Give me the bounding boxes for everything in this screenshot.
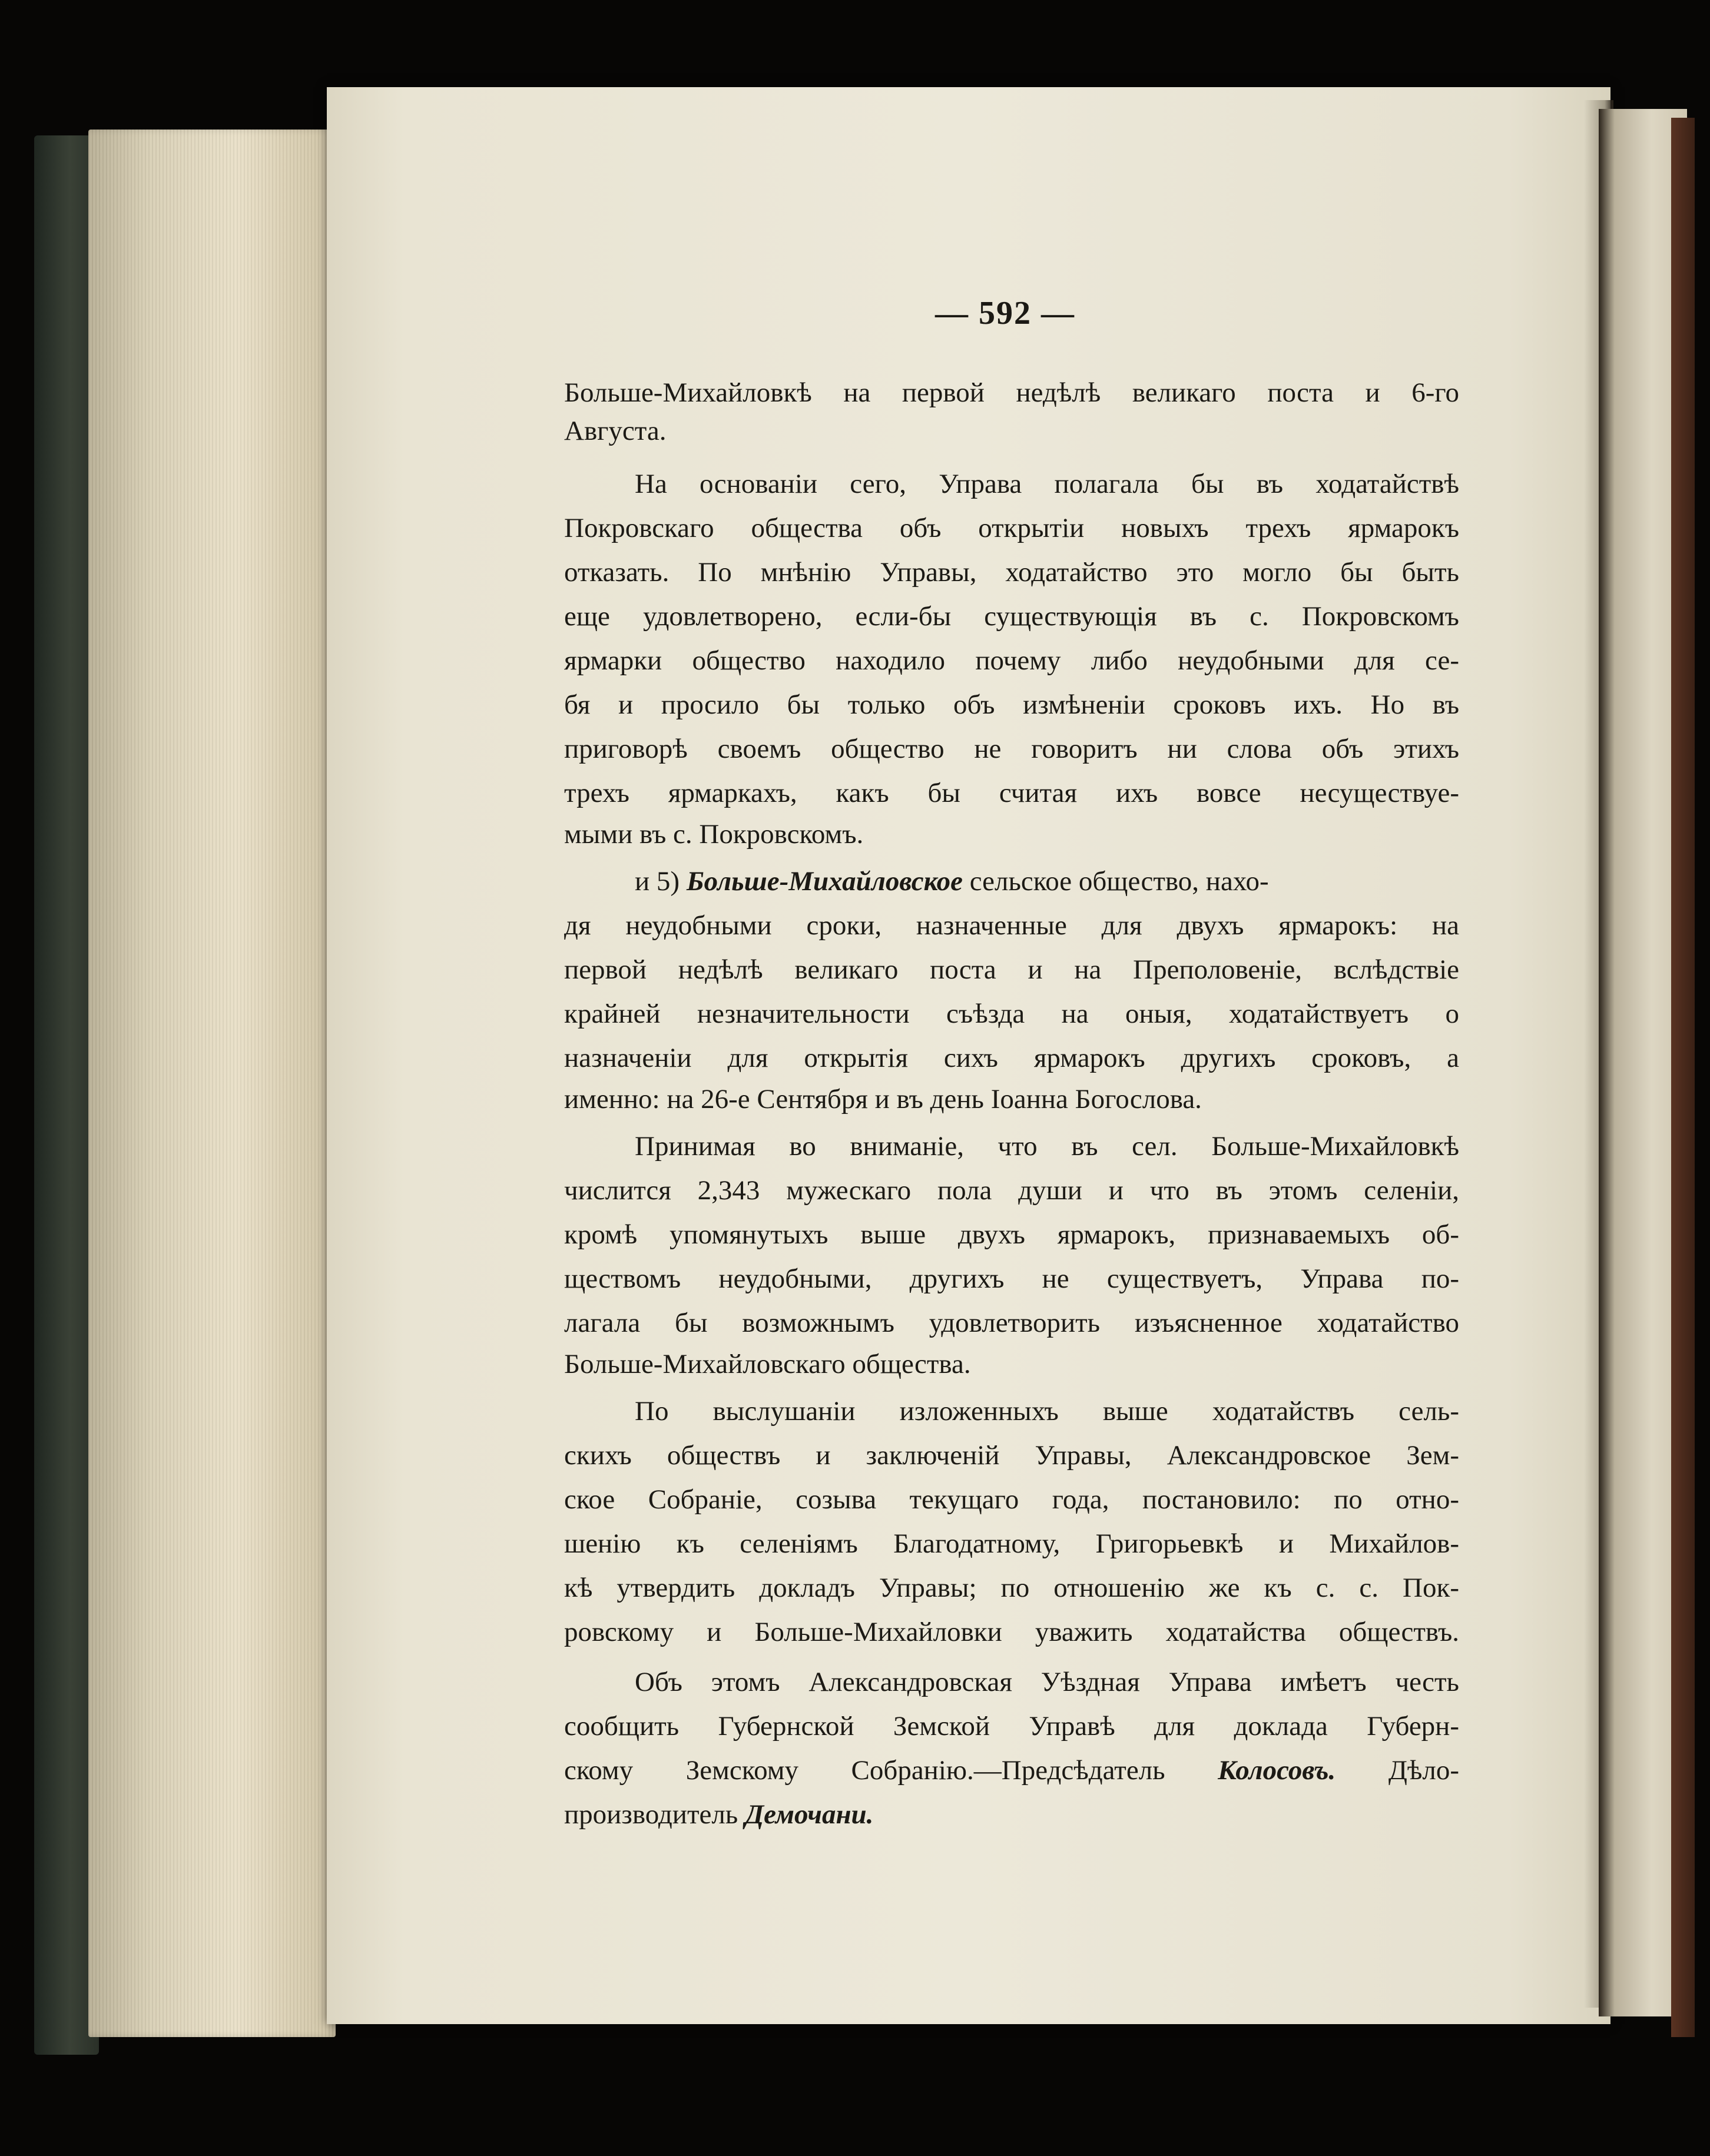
text-line: числится 2,343 мужескаго пола души и что въ этомъ селеніи, <box>564 1175 1459 1206</box>
text-line: назначеніи для открытія сихъ ярмарокъ другихъ сроковъ, а <box>564 1043 1459 1073</box>
text-line: бя и просило бы только объ измѣненіи сроковъ ихъ. Но въ <box>564 689 1459 720</box>
text-line: ществомъ неудобными, другихъ не существуетъ, Управа по- <box>564 1263 1459 1294</box>
society-name: Больше-Михайловское <box>686 866 963 897</box>
text-line: Принимая во вниманіе, что въ сел. Больше-Михайловкѣ <box>635 1131 1459 1162</box>
clerk-name: Демочани. <box>745 1799 874 1830</box>
text-line: кромѣ упомянутыхъ выше двухъ ярмарокъ, признаваемыхъ об- <box>564 1219 1459 1250</box>
text-span: сельское общество, нахо- <box>962 866 1269 897</box>
text-line: ровскому и Больше-Михайловки уважить ходатайства обществъ. <box>564 1617 1459 1647</box>
text-line: мыми въ с. Покровскомъ. <box>564 819 864 850</box>
text-line: Объ этомъ Александровская Уѣздная Управа имѣетъ честь <box>635 1667 1459 1697</box>
text-line: скихъ обществъ и заключеній Управы, Александровское Зем- <box>564 1440 1459 1471</box>
text-line: кѣ утвердить докладъ Управы; по отношенію же къ с. с. Пок- <box>564 1573 1459 1603</box>
text-line: трехъ ярмаркахъ, какъ бы считая ихъ вовсе несуществуе- <box>564 778 1459 808</box>
page-number: — 592 — <box>935 295 1075 331</box>
chairman-name: Колосовъ. <box>1218 1755 1336 1786</box>
text-line: ское Собраніе, созыва текущаго года, постановило: по отно- <box>564 1484 1459 1515</box>
text-line: крайней незначительности съѣзда на оныя, ходатайствуетъ о <box>564 999 1459 1029</box>
list-marker: и 5) <box>635 866 687 897</box>
text-line <box>564 1799 1459 1830</box>
text-line: Покровскаго общества объ открытіи новыхъ трехъ ярмарокъ <box>564 513 1459 543</box>
text-line: На основаніи сего, Управа полагала бы въ ходатайствѣ <box>635 469 1459 499</box>
page-edges-stack <box>88 130 336 2037</box>
text-span: производитель <box>564 1799 745 1830</box>
text-line: приговорѣ своемъ общество не говоритъ ни слова объ этихъ <box>564 734 1459 764</box>
text-line: По выслушаніи изложенныхъ выше ходатайствъ сель- <box>635 1396 1459 1427</box>
text-line <box>564 865 1459 897</box>
text-line: Больше-Михайловскаго общества. <box>564 1349 971 1379</box>
text-line: ярмарки общество находило почему либо неудобными для се- <box>564 645 1459 676</box>
text-span: Дѣло- <box>1335 1755 1460 1786</box>
text-line: отказать. По мнѣнію Управы, ходатайство это могло бы быть <box>564 557 1459 588</box>
text-line: Августа. <box>564 416 667 446</box>
text-span: скому Земскому Собранію.—Предсѣдатель <box>564 1755 1218 1786</box>
text-line: лагала бы возможнымъ удовлетворить изъясненное ходатайство <box>564 1308 1459 1338</box>
text-line: первой недѣлѣ великаго поста и на Преполовеніе, вслѣдствіе <box>564 954 1459 985</box>
text-line <box>564 1754 1459 1786</box>
text-line: Больше-Михайловкѣ на первой недѣлѣ великаго поста и 6-го <box>564 377 1459 408</box>
text-line: дя неудобными сроки, назначенные для двухъ ярмарокъ: на <box>564 910 1459 941</box>
text-line: еще удовлетворено, если-бы существующія въ с. Покровскомъ <box>564 601 1459 632</box>
text-line: шенію къ селеніямъ Благодатному, Григорьевкѣ и Михайлов- <box>564 1528 1459 1559</box>
book-cover-right <box>1671 118 1695 2037</box>
text-line: сообщить Губернской Земской Управѣ для доклада Губерн- <box>564 1711 1459 1742</box>
text-line: именно: на 26-е Сентября и въ день Іоанна Богослова. <box>564 1084 1202 1115</box>
